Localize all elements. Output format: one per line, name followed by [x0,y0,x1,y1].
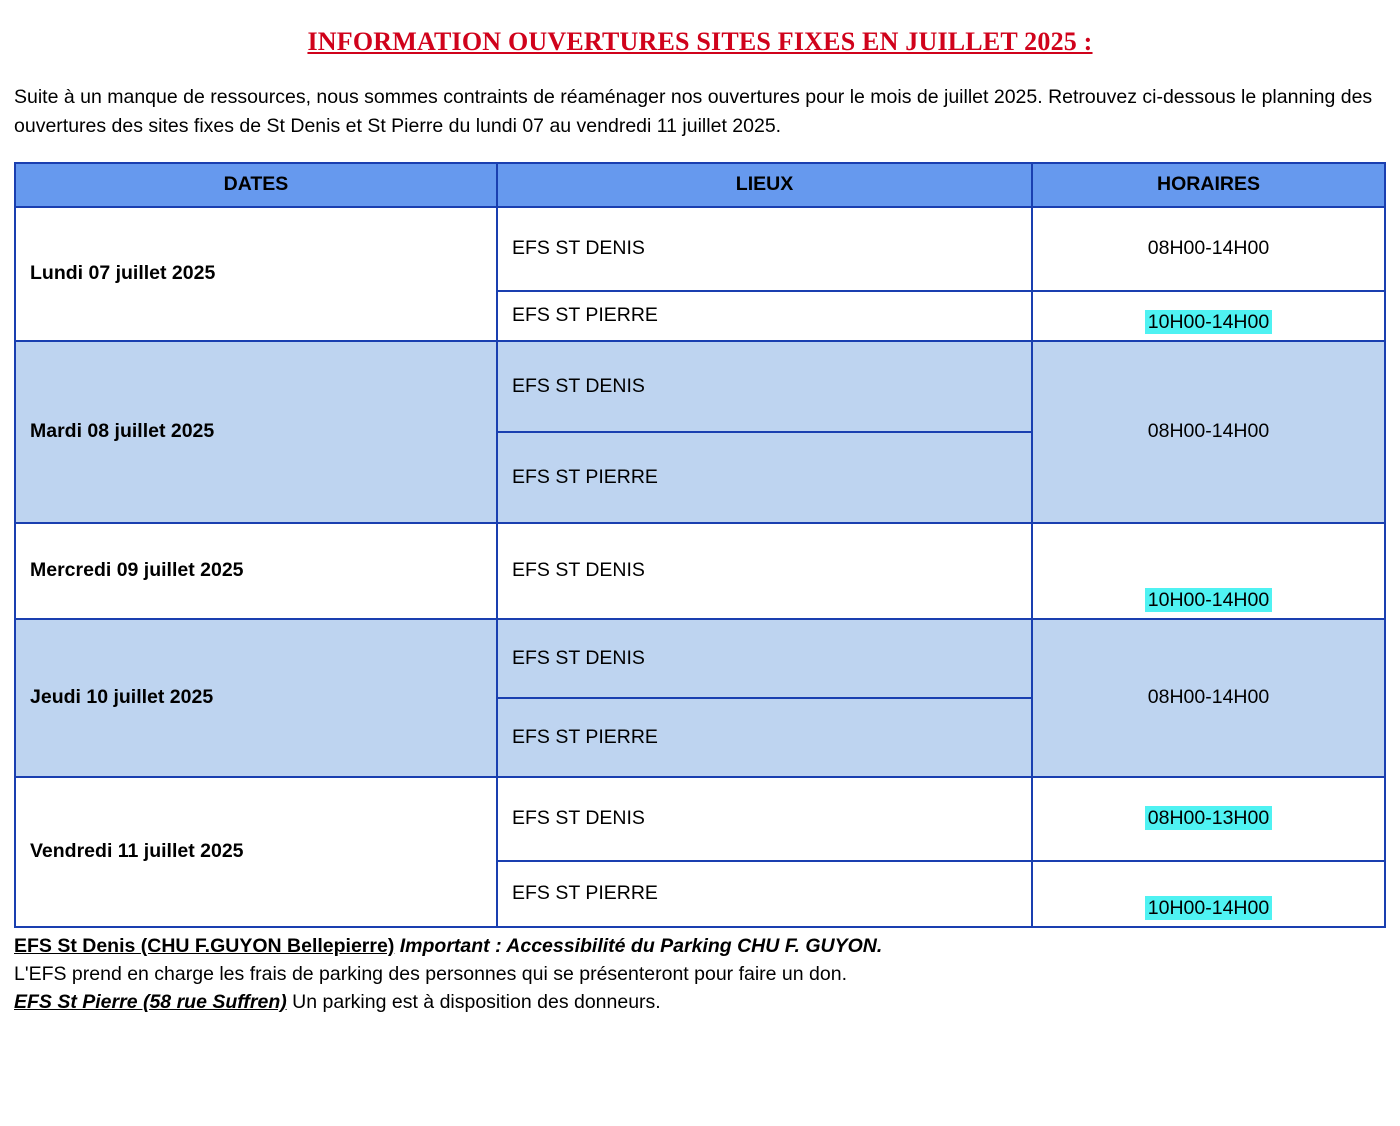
footer-line-2: L'EFS prend en charge les frais de parking des personnes qui se présenteront pour faire un don. [14,962,847,985]
efs-st-denis-label: EFS St Denis (CHU F.GUYON Bellepierre) [14,934,395,957]
time-cell [1032,777,1385,861]
footer-line-1 [14,932,1386,960]
time-cell [1032,523,1385,619]
date-cell: Jeudi 10 juillet 2025 [15,619,497,777]
footer-notes [14,932,1386,1017]
time-cell: 08H00-14H00 [1032,207,1385,291]
date-cell: Vendredi 11 juillet 2025 [15,777,497,927]
time-highlight: 10H00-14H00 [1145,588,1272,612]
column-header-horaires: HORAIRES [1032,163,1385,207]
intro-paragraph: Suite à un manque de ressources, nous sommes contraints de réaménager nos ouvertures pour le mois de juillet 2025. Retrouvez ci-dessous le planning des ouvertures des sites fixes de St Denis et St Pierre du lundi 07 au vendredi 11 juillet 2025. [14,86,1373,138]
time-cell [1032,291,1385,341]
time-highlight: 10H00-14H00 [1145,896,1272,920]
efs-st-pierre-label: EFS St Pierre (58 rue Suffren) [14,991,287,1014]
page-title: INFORMATION OUVERTURES SITES FIXES EN JUILLET 2025 : [307,27,1093,56]
place-cell: EFS ST DENIS [497,341,1032,432]
place-cell: EFS ST DENIS [497,619,1032,698]
table-row [15,523,1385,619]
column-header-dates: DATES [15,163,497,207]
footer-line-3 [14,988,1386,1016]
place-cell: EFS ST DENIS [497,777,1032,861]
table-body [15,207,1385,927]
place-cell: EFS ST DENIS [497,207,1032,291]
table-row [15,207,1385,291]
place-cell: EFS ST DENIS [497,523,1032,619]
column-header-lieux: LIEUX [497,163,1032,207]
table-row [15,341,1385,432]
time-highlight: 10H00-14H00 [1145,310,1272,334]
efs-st-pierre-note: Un parking est à disposition des donneurs. [292,991,661,1014]
time-cell: 08H00-14H00 [1032,619,1385,777]
table-row [15,777,1385,861]
time-cell [1032,861,1385,927]
table-row [15,619,1385,698]
parking-important-note: Important : Accessibilité du Parking CHU F. GUYON. [399,934,883,957]
time-cell: 08H00-14H00 [1032,341,1385,523]
date-cell: Mercredi 09 juillet 2025 [15,523,497,619]
place-cell: EFS ST PIERRE [497,291,1032,341]
place-cell: EFS ST PIERRE [497,432,1032,523]
schedule-table [14,162,1386,928]
table-header [15,163,1385,207]
place-cell: EFS ST PIERRE [497,698,1032,777]
date-cell: Mardi 08 juillet 2025 [15,341,497,523]
date-cell: Lundi 07 juillet 2025 [15,207,497,341]
time-highlight: 08H00-13H00 [1145,806,1272,830]
place-cell: EFS ST PIERRE [497,861,1032,927]
